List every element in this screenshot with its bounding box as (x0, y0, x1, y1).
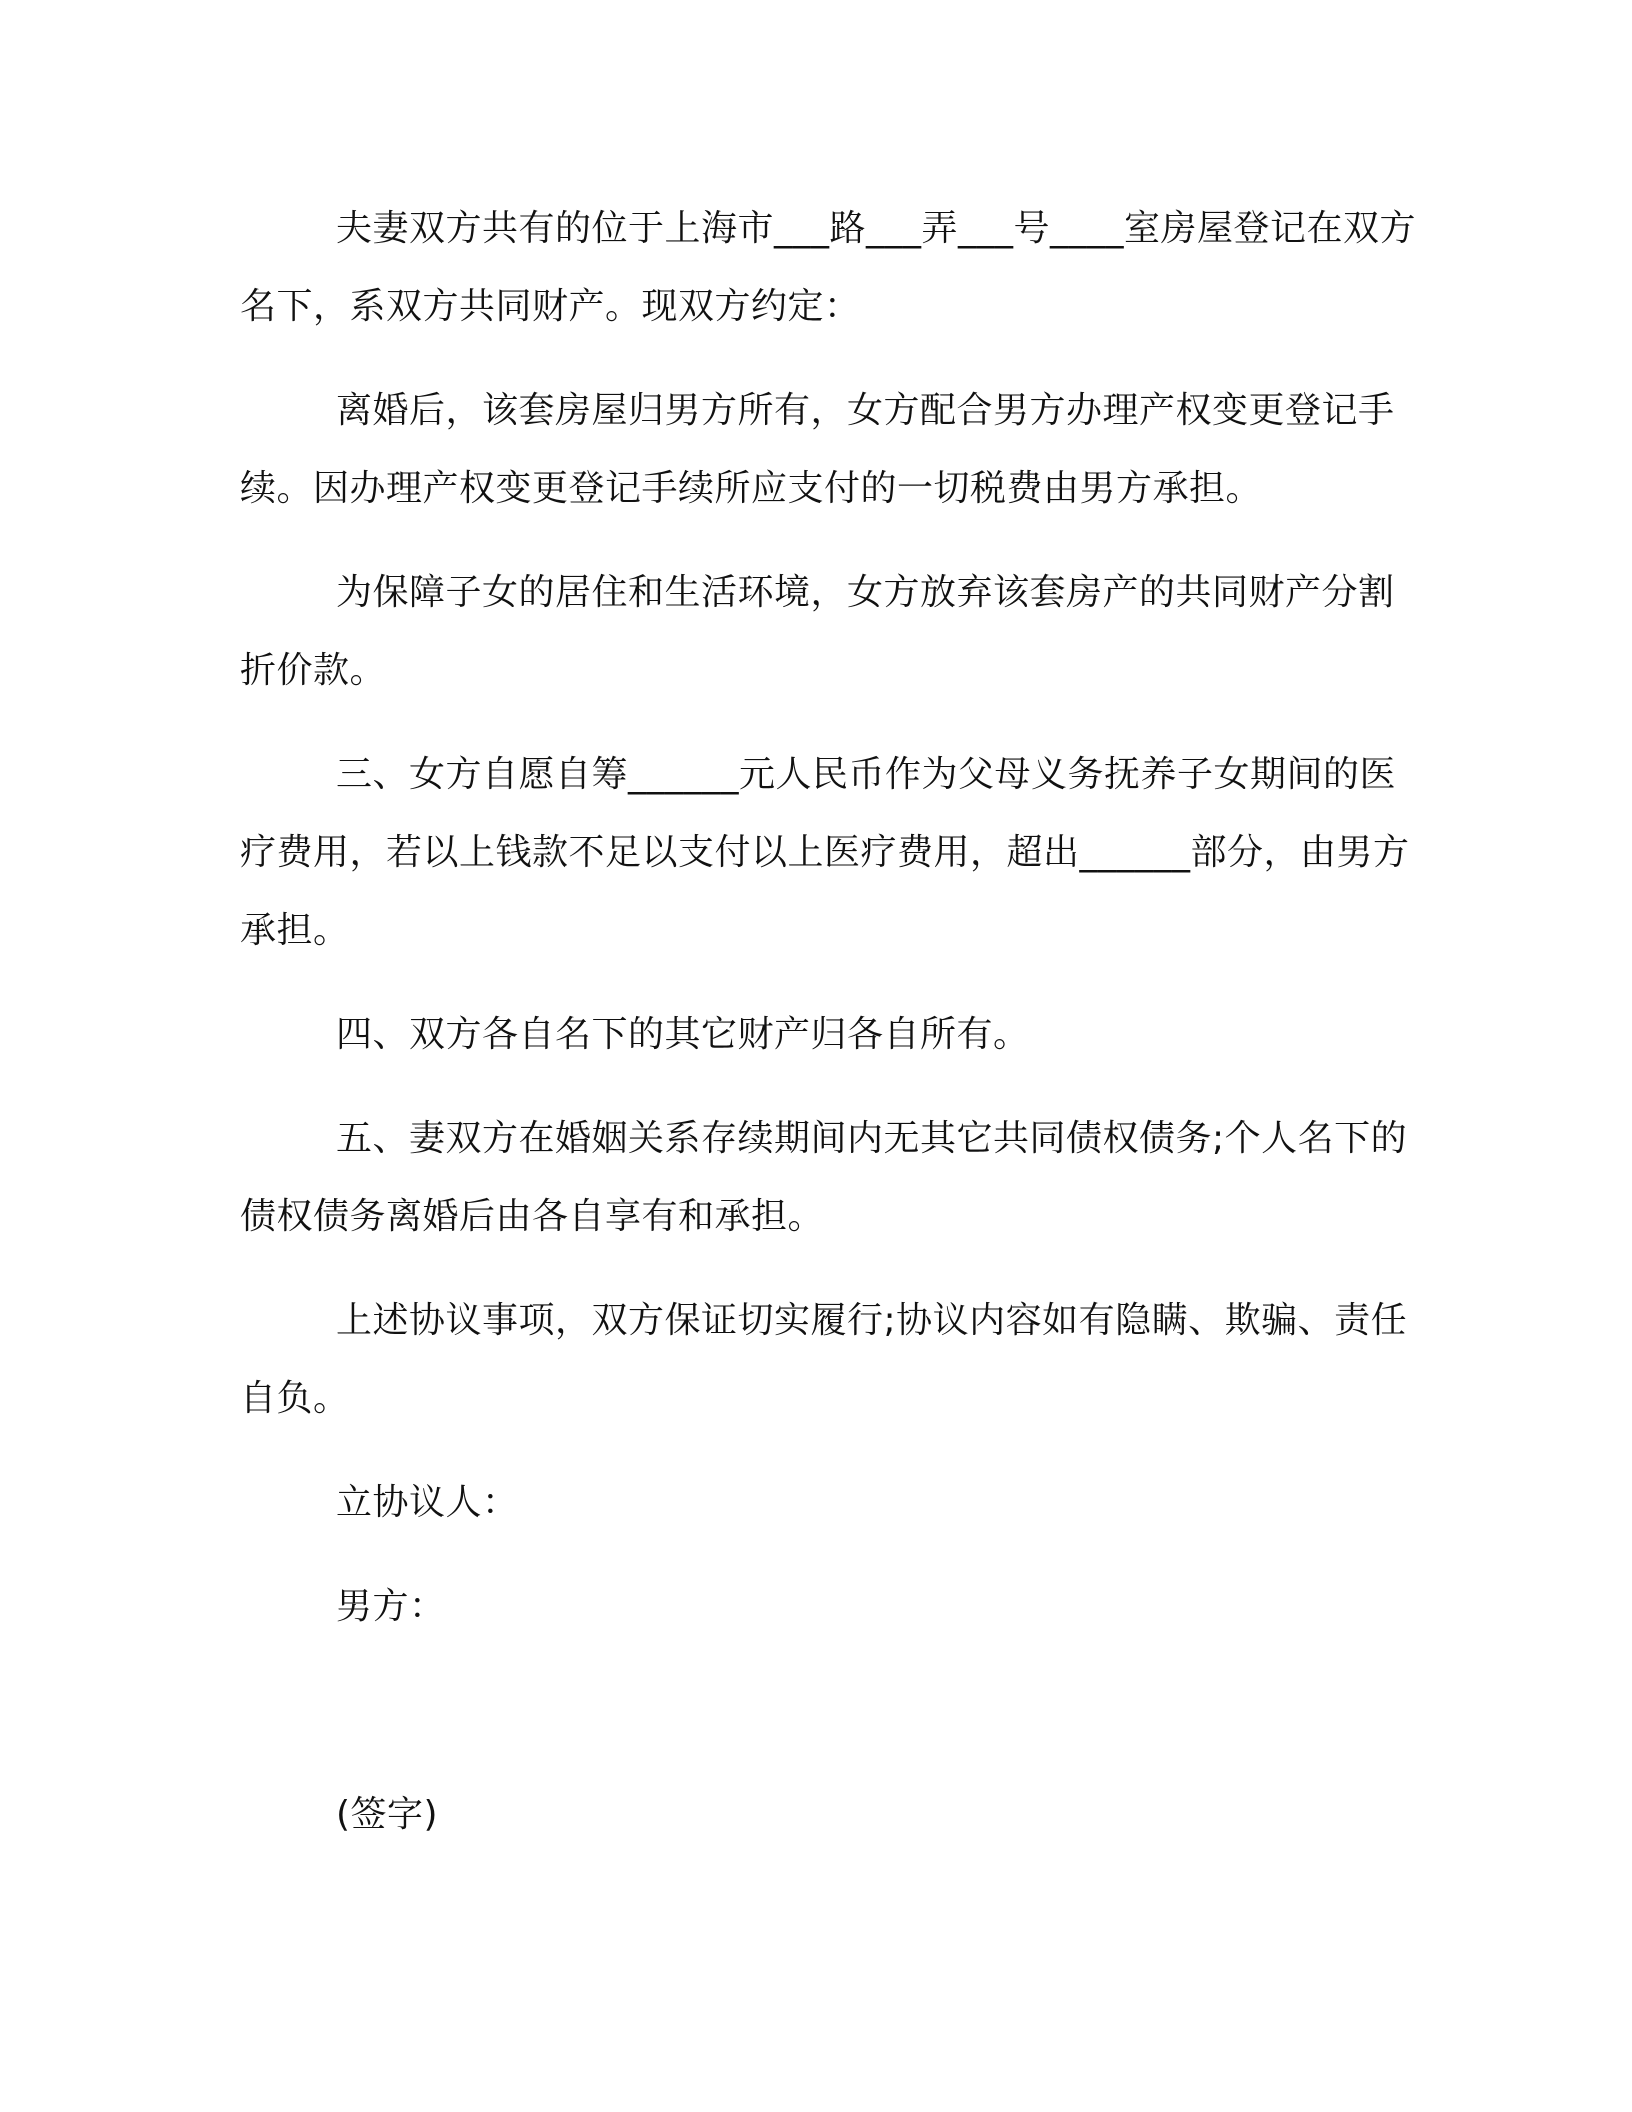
child-housing-paragraph: 为保障子女的居住和生活环境，女方放弃该套房产的共同财产分割折价款。 (240, 572, 1395, 691)
paragraph-spacer (240, 346, 1420, 372)
property-registration-paragraph: 夫妻双方共有的位于上海市___路___弄___号____室房屋登记在双方名下，系双方共同财产。现双方约定： (240, 208, 1417, 327)
paragraph-spacer (240, 1542, 1420, 1568)
agreement-parties-label: 立协议人： (336, 1482, 519, 1523)
paragraph-spacer (240, 1438, 1420, 1464)
male-party-label: 男方： (336, 1586, 446, 1627)
paragraph-spacer (240, 528, 1420, 554)
medical-expenses-paragraph: 三、女方自愿自筹______元人民币作为父母义务抚养子女期间的医疗费用，若以上钱款不足以支付以上医疗费用，超出______部分，由男方承担。 (240, 754, 1410, 951)
signature-spacer (240, 1646, 1420, 1776)
debts-paragraph: 五、妻双方在婚姻关系存续期间内无其它共同债权债务;个人名下的债权债务离婚后由各自享有和承担。 (240, 1118, 1408, 1237)
document-content (240, 190, 1420, 1854)
property-ownership-paragraph: 离婚后，该套房屋归男方所有，女方配合男方办理产权变更登记手续。因办理产权变更登记手续所应支付的一切税费由男方承担。 (240, 390, 1395, 509)
separate-property-paragraph: 四、双方各自名下的其它财产归各自所有。 (336, 1014, 1030, 1055)
paragraph-spacer (240, 1256, 1420, 1282)
paragraph-spacer (240, 1074, 1420, 1100)
signature-label: (签字) (336, 1794, 439, 1835)
paragraph-spacer (240, 970, 1420, 996)
agreement-guarantee-paragraph: 上述协议事项，双方保证切实履行;协议内容如有隐瞒、欺骗、责任自负。 (240, 1300, 1408, 1419)
paragraph-spacer (240, 710, 1420, 736)
